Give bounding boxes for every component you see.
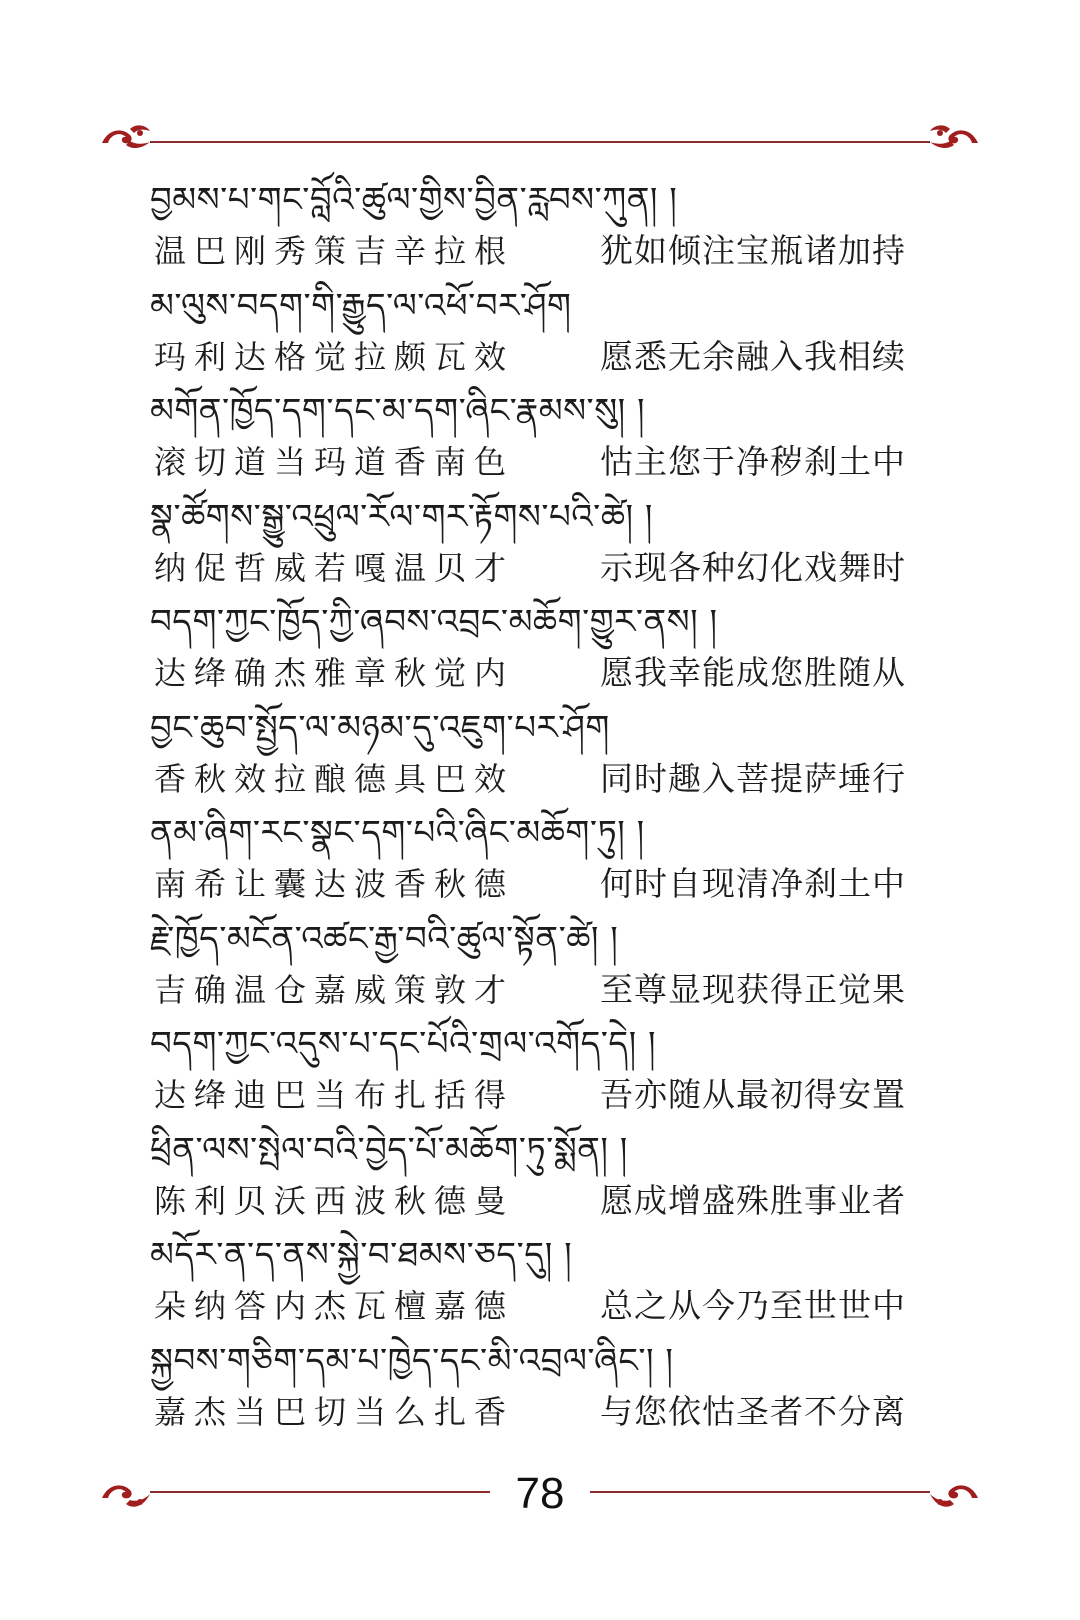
transliteration-line: 南希让囊达波香秋德 — [154, 865, 515, 903]
transliteration-line: 玛利达格觉拉颇瓦效 — [154, 337, 515, 376]
transliteration-line: 达绛迪巴当布扎括得 — [154, 1076, 515, 1114]
translation-line: 同时趣入菩提萨埵行 — [600, 758, 906, 798]
transliteration-line: 香秋效拉酿德具巴效 — [154, 759, 515, 798]
verse — [150, 178, 940, 284]
right-scroll-ornament-icon — [930, 1485, 978, 1506]
transliteration-line: 温巴刚秀策吉辛拉根 — [154, 232, 515, 270]
verse-list — [150, 178, 940, 1444]
verse — [150, 284, 940, 390]
verse — [150, 1233, 940, 1339]
tibetan-line: མ་ལུས་བདག་གི་རྒྱུད་ལ་འཕོ་བར་ཤོག — [150, 285, 572, 326]
translation-line: 吾亦随从最初得安置 — [600, 1075, 906, 1114]
tibetan-line: བྱམས་པ་གང་བློའི་ཚུལ་གྱིས་བྱིན་རླབས་ཀུན། ། — [150, 180, 678, 220]
verse — [150, 1339, 940, 1445]
translation-line: 示现各种幻化戏舞时 — [600, 547, 906, 587]
tibetan-line: སྣ་ཚོགས་སྒྱུ་འཕྲུལ་རོལ་གར་རྟོགས་པའི་ཚེ། ། — [150, 496, 653, 537]
right-scroll-ornament-icon — [930, 125, 978, 148]
translation-line: 怙主您于净秽刹土中 — [600, 442, 906, 481]
transliteration-line: 陈利贝沃西波秋德曼 — [154, 1181, 515, 1220]
verse — [150, 495, 940, 601]
translation-line: 愿成增盛殊胜事业者 — [600, 1180, 906, 1220]
transliteration-line: 嘉杰当巴切当么扎香 — [154, 1392, 515, 1431]
transliteration-line: 滚切道当玛道香南色 — [154, 443, 515, 481]
verse — [150, 389, 940, 495]
verse — [150, 917, 940, 1023]
transliteration-line: 纳促哲威若嘎温贝才 — [154, 548, 515, 587]
tibetan-line: རྗེ་ཁྱོད་མངོན་འཚང་རྒྱ་བའི་ཚུལ་སྟོན་ཚེ། ། — [150, 918, 619, 959]
tibetan-line: སྐྱབས་གཅིག་དམ་པ་ཁྱེད་དང་མི་འབྲལ་ཞིང་། ། — [150, 1340, 674, 1381]
translation-line: 与您依怙圣者不分离 — [600, 1391, 906, 1431]
verse — [150, 1128, 940, 1234]
verse — [150, 1022, 940, 1128]
transliteration-line: 吉确温仓嘉威策敦才 — [154, 970, 515, 1009]
tibetan-line: བདག་ཀྱང་འདུས་པ་དང་པོའི་གྲལ་འགོད་དེ། ། — [150, 1024, 656, 1064]
tibetan-line: མདོར་ན་ད་ནས་སྐྱེ་བ་ཐམས་ཅད་དུ། ། — [150, 1235, 573, 1275]
tibetan-line: བྱང་ཆུབ་སྤྱོད་ལ་མཉམ་དུ་འཇུག་པར་ཤོག — [150, 707, 610, 748]
translation-line: 愿悉无余融入我相续 — [600, 336, 906, 376]
tibetan-line: ནམ་ཞིག་རང་སྣང་དག་པའི་ཞིང་མཆོག་ཏུ། ། — [150, 813, 645, 853]
transliteration-line: 达绛确杰雅章秋觉内 — [154, 654, 515, 692]
translation-line: 犹如倾注宝瓶诸加持 — [600, 231, 906, 270]
left-scroll-ornament-icon — [102, 1485, 150, 1506]
header-ornamental-rule — [100, 121, 980, 151]
translation-line: 总之从今乃至世世中 — [600, 1286, 906, 1325]
left-scroll-ornament-icon — [102, 125, 150, 148]
translation-line: 至尊显现获得正觉果 — [600, 969, 906, 1009]
tibetan-line: ཕྲིན་ལས་སྤེལ་བའི་བྱེད་པོ་མཆོག་ཏུ་སྨོན། ། — [150, 1129, 628, 1170]
verse — [150, 706, 940, 812]
tibetan-line: མགོན་ཁྱོད་དག་དང་མ་དག་ཞིང་རྣམས་སུ། ། — [150, 391, 646, 431]
tibetan-line: བདག་ཀྱང་ཁྱོད་ཀྱི་ཞབས་འབྲང་མཆོག་གྱུར་ནས། ། — [150, 602, 718, 642]
verse — [150, 811, 940, 917]
verse — [150, 600, 940, 706]
translation-line: 愿我幸能成您胜随从 — [600, 653, 906, 692]
page-number: 78 — [490, 1466, 590, 1522]
translation-line: 何时自现清净刹土中 — [600, 864, 906, 903]
transliteration-line: 朵纳答内杰瓦檀嘉德 — [154, 1287, 515, 1325]
